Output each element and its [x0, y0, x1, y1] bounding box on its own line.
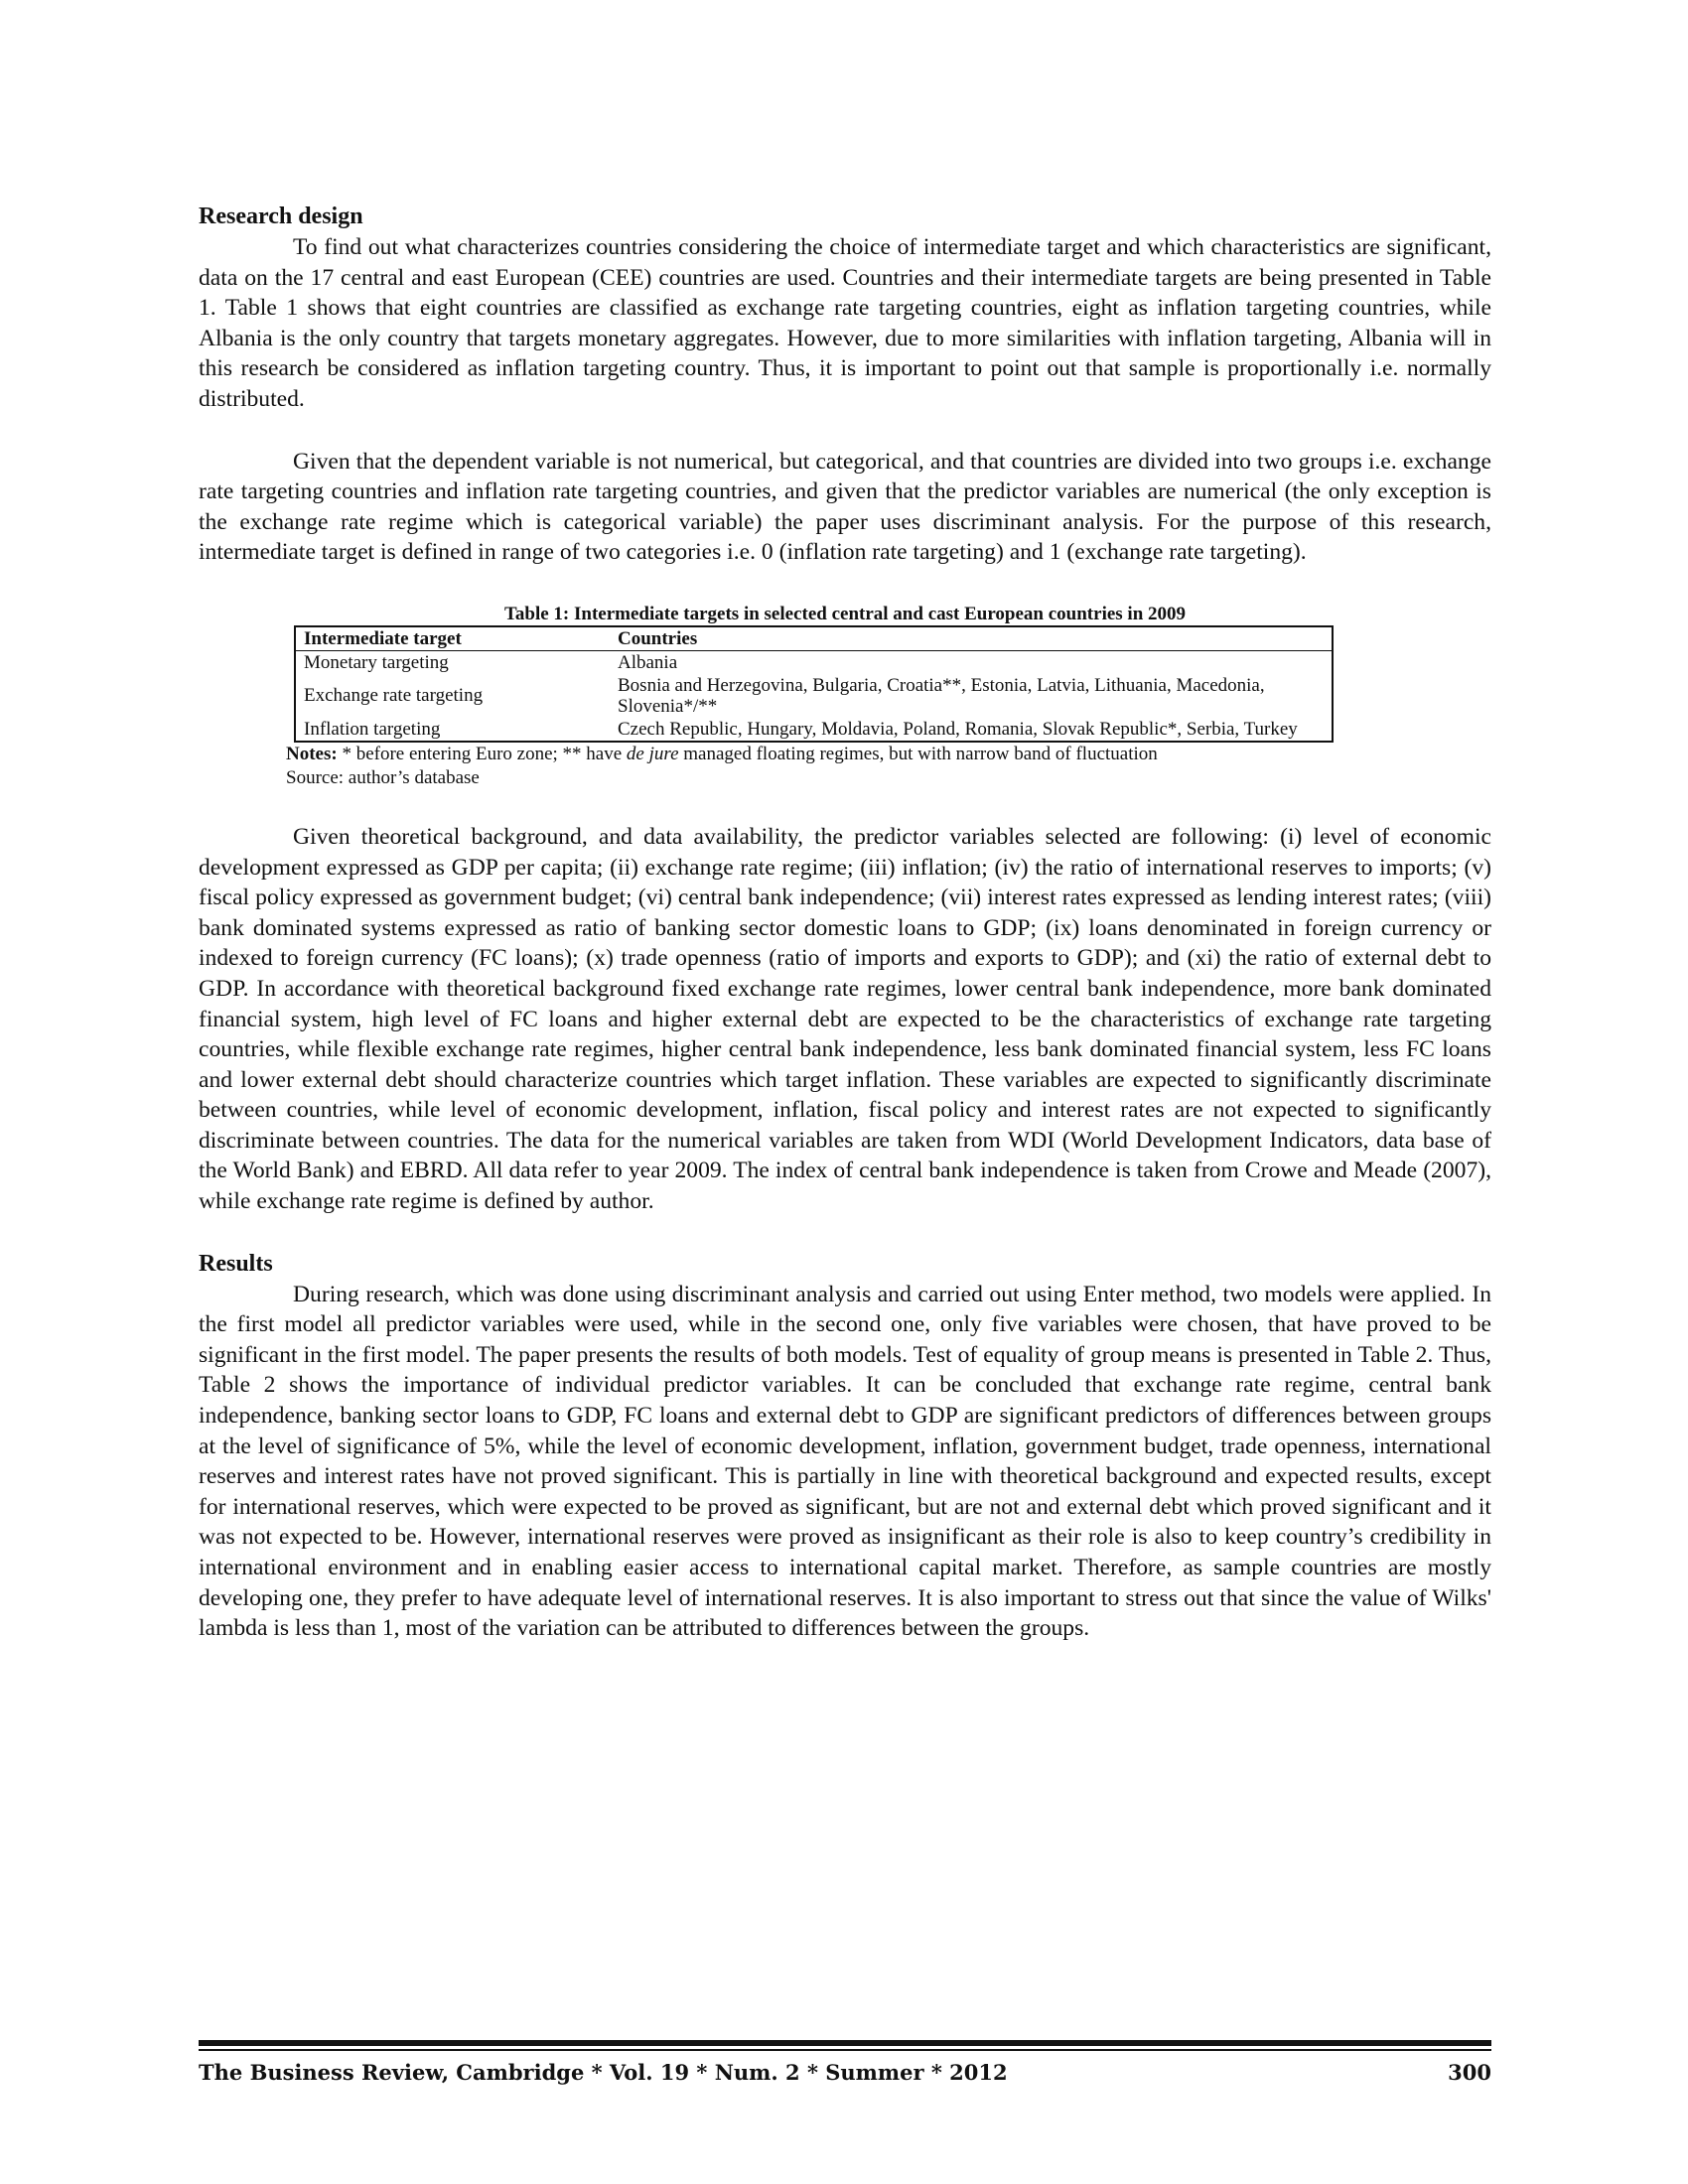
table-cell-target: Monetary targeting — [304, 651, 449, 673]
spacer — [199, 1217, 1491, 1249]
paragraph-research-design-1: To find out what characterizes countries considering the choice of intermediate target and which characteristics are significant, data on the 17 central and east European (CEE) countries are used. Countries and their intermediate targets are being presented in Table 1. Table 1 shows that eight countries are classified as exchange rate targeting countries, eight as inflation targeting countries, while Albania is the only country that targets monetary aggregates. However, due to more similarities with inflation targeting, Albania will in this research be considered as inflation targeting country. Thus, it is important to point out that sample is proportionally i.e. normally distributed. — [199, 234, 1491, 412]
table-cell-target: Inflation targeting — [304, 718, 441, 740]
paragraph-results-1: During research, which was done using discriminant analysis and carried out using Enter method, two models were applied. In the first model all predictor variables were used, while in the second one, only five variables were chosen, that have proved to be significant in the first model. The paper presents the results of both models. Test of equality of group means is presented in Table 2. Thus, Table 2 shows the importance of individual predictor variables. It can be concluded that exchange rate regime, central bank independence, banking sector loans to GDP, FC loans and external debt to GDP are significant predictors of differences between groups at the level of significance of 5%, while the level of economic development, inflation, government budget, trade openness, international reserves and interest rates have not proved significant. This is partially in line with theoretical background and expected results, except for international reserves, which were expected to be proved as significant, but are not and external debt which proved significant and it was not expected to be. However, international reserves were proved as insignificant as their role is also to keep country’s credibility in international environment and in enabling easier access to international capital market. Therefore, as sample countries are mostly developing one, they prefer to have adequate level of international reserves. It is also important to stress out that since the value of Wilks' lambda is less than 1, most of the variation can be attributed to differences between the groups. — [199, 1281, 1491, 1642]
table-cell-countries: Bosnia and Herzegovina, Bulgaria, Croatia**, Estonia, Latvia, Lithuania, Macedonia, Slovenia*/** — [618, 674, 1265, 717]
table-row — [295, 674, 1333, 718]
table-1-block — [288, 604, 1402, 790]
table-cell-target: Exchange rate targeting — [304, 685, 484, 707]
notes-text-pre: * before entering Euro zone; ** have — [337, 743, 627, 764]
page-footer — [199, 2060, 1491, 2094]
table-1-notes — [286, 743, 1402, 766]
table-row — [295, 650, 1333, 674]
table-header-cell: Intermediate target — [295, 626, 610, 651]
spacer — [199, 415, 1491, 447]
table-1 — [294, 625, 1334, 743]
page-content — [199, 202, 1491, 1644]
table-1-source: Source: author’s database — [286, 766, 480, 788]
notes-text-post: managed floating regimes, but with narrow band of fluctuation — [678, 743, 1158, 764]
notes-label: Notes: — [286, 743, 338, 764]
table-header-row — [295, 626, 1333, 651]
table-1-caption: Table 1: Intermediate targets in selected central and cast European countries in 2009 — [503, 603, 1187, 624]
section-heading-results: Results — [199, 1250, 273, 1277]
table-header-cell: Countries — [610, 626, 1333, 651]
paragraph-research-design-3: Given theoretical background, and data availability, the predictor variables selected are following: (i) level of economic development expressed as GDP per capita; (ii) exchange rate regime; (iii) inflation; (iv) the ratio of international reserves to imports; (v) fiscal policy expressed as government budget; (vi) central bank independence; (vii) interest rates expressed as lending interest rates; (viii) bank dominated systems expressed as ratio of banking sector domestic loans to GDP; (ix) loans denominated in foreign currency or indexed to foreign currency (FC loans); (x) trade openness (ratio of imports and exports to GDP); and (xi) the ratio of external debt to GDP. In accordance with theoretical background fixed exchange rate regimes, lower central bank independence, more bank dominated financial system, high level of FC loans and higher external debt are expected to be the characteristics of exchange rate targeting countries, while flexible exchange rate regimes, higher central bank independence, less bank dominated financial system, less FC loans and lower external debt should characterize countries which target inflation. These variables are expected to significantly discriminate between countries, while level of economic development, inflation, fiscal policy and interest rates are not expected to significantly discriminate between countries. The data for the numerical variables are taken from WDI (World Development Indicators, data base of the World Bank) and EBRD. All data refer to year 2009. The index of central bank independence is taken from Crowe and Meade (2007), while exchange rate regime is defined by author. — [199, 823, 1491, 1215]
journal-citation: The Business Review, Cambridge * Vol. 19 * Num. 2 * Summer * 2012 — [199, 2060, 1008, 2085]
table-cell-countries: Albania — [618, 651, 678, 673]
paragraph-research-design-2: Given that the dependent variable is not numerical, but categorical, and that countries are divided into two groups i.e. exchange rate targeting countries and inflation rate targeting countries, and given that the predictor variables are numerical (the only exception is the exchange rate regime which is categorical variable) the paper uses discriminant analysis. For the purpose of this research, intermediate target is defined in range of two categories i.e. 0 (inflation rate targeting) and 1 (exchange rate targeting). — [199, 448, 1491, 566]
table-cell-countries: Czech Republic, Hungary, Moldavia, Poland, Romania, Slovak Republic*, Serbia, Turkey — [618, 718, 1298, 740]
footer-rule-thick — [199, 2040, 1491, 2046]
table-row — [295, 718, 1333, 742]
page-number: 300 — [1448, 2060, 1491, 2085]
footer-rule-thin — [199, 2049, 1491, 2051]
section-heading-research-design: Research design — [199, 204, 363, 229]
spacer — [199, 790, 1491, 822]
notes-text-italic: de jure — [626, 743, 679, 764]
